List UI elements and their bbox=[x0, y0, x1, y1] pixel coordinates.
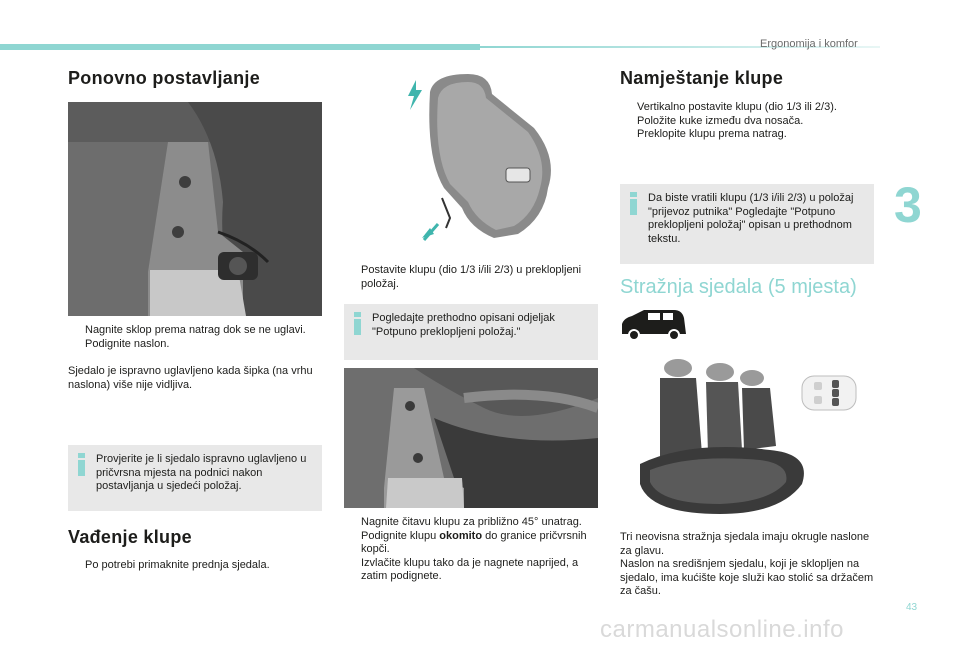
list-item: Podignite naslon. bbox=[85, 337, 170, 350]
info-icon bbox=[628, 192, 640, 214]
seat-removal-photo bbox=[344, 368, 598, 508]
list-item: Izvlačite klupu tako da je nagnete naprijed, a zatim podignete. bbox=[361, 556, 579, 582]
col1-bullet-list2 bbox=[68, 559, 322, 573]
col3-title2: Stražnja sjedala (5 mjesta) bbox=[620, 276, 857, 298]
col3-info-note: Da biste vratili klupu (1/3 i/ili 2/3) u položaj "prijevoz putnika" Pogledajte "Potpuno preklopljeni položaj" opisan u prethodnom tekstu. bbox=[620, 184, 874, 264]
col1-bullet-list bbox=[68, 324, 322, 351]
info-icon bbox=[76, 453, 88, 475]
col3-title: Namještanje klupe bbox=[620, 68, 784, 88]
car-silhouette-icon bbox=[618, 306, 690, 342]
watermark: carmanualsonline.info bbox=[600, 616, 844, 643]
list-item: Položite kuke između dva nosača. bbox=[637, 114, 804, 127]
col2-info-note: Pogledajte prethodno opisani odjeljak "Potpuno preklopljeni položaj." bbox=[344, 304, 598, 360]
list-item: Po potrebi primaknite prednja sjedala. bbox=[85, 559, 270, 571]
chapter-number: 3 bbox=[894, 177, 922, 233]
col1-title: Ponovno postavljanje bbox=[68, 68, 261, 88]
col1-title2: Vađenje klupe bbox=[68, 527, 192, 547]
col1-info-note: Provjerite je li sjedalo ispravno uglavljeno u pričvrsna mjesta na podnici nakon postavljanja u sjedeći položaj. bbox=[68, 445, 322, 511]
list-item: Preklopite klupu prema natrag. bbox=[637, 128, 787, 140]
list-item: Postavite klupu (dio 1/3 i/ili 2/3) u preklopljeni položaj. bbox=[361, 264, 582, 290]
seat-hinge-photo bbox=[68, 102, 322, 316]
list-item: Vertikalno postavite klupu (dio 1/3 ili 2/3). bbox=[637, 101, 837, 113]
header-accent-bar bbox=[0, 44, 480, 50]
list-item: Nagnite sklop prema natrag dok se ne uglavi. bbox=[85, 324, 306, 336]
folded-seat-illustration bbox=[398, 68, 570, 256]
page-number: 43 bbox=[906, 602, 918, 613]
list-item: Podignite klupu okomito do granice pričvrsnih kopči. bbox=[361, 529, 587, 555]
list-item: Nagnite čitavu klupu za približno 45° unatrag. bbox=[361, 516, 582, 528]
rear-seats-illustration bbox=[630, 354, 810, 518]
col3-paragraph: Tri neovisna stražnja sjedala imaju okrugle naslone za glavu. Naslon na središnjem sjedalu, koji je sklopljen na sjedalo, ima kućište koje služi kao stolić sa držačem za čašu. bbox=[620, 531, 874, 597]
seat-layout-diagram bbox=[800, 372, 858, 414]
info-icon bbox=[352, 312, 364, 334]
section-title: Ergonomija i komfor bbox=[760, 38, 858, 50]
col3-bullet-list bbox=[620, 101, 874, 142]
col1-paragraph: Sjedalo je ispravno uglavljeno kada šipka (na vrhu naslona) više nije vidljiva. bbox=[68, 365, 313, 391]
col2-bullet-list2 bbox=[344, 516, 598, 584]
col2-bullet-list bbox=[344, 264, 598, 291]
